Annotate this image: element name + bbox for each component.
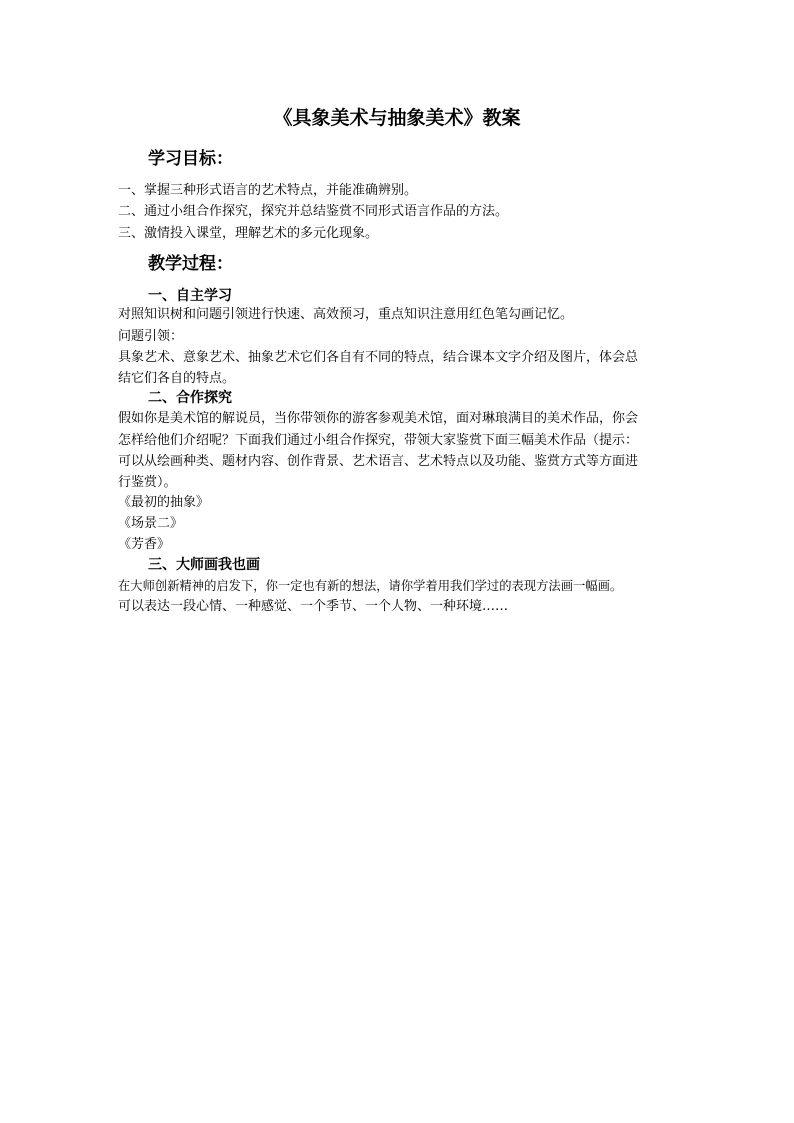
work-title-2: 《场景二》 — [118, 516, 184, 531]
section1-heading: 一、自主学习 — [148, 288, 232, 304]
work-title-3: 《芳香》 — [118, 537, 171, 552]
objective-item-3: 三、激情投入课堂，理解艺术的多元化现象。 — [118, 226, 379, 241]
document-title: 《具象美术与抽象美术》教案 — [273, 107, 521, 129]
section2-heading: 二、合作探究 — [148, 390, 232, 406]
section2-line-3: 可以从绘画种类、题材内容、创作背景、艺术语言、艺术特点以及功能、鉴赏方式等方面进 — [118, 454, 639, 469]
section1-line-4: 结它们各自的特点。 — [118, 371, 236, 386]
objective-item-2: 二、通过小组合作探究，探究并总结鉴赏不同形式语言作品的方法。 — [118, 204, 509, 219]
section3-heading: 三、大师画我也画 — [148, 557, 260, 573]
section1-line-2: 问题引领： — [118, 329, 184, 344]
process-heading: 教学过程： — [148, 254, 233, 274]
section3-line-2: 可以表达一段心情、一种感觉、一个季节、一个人物、一种环境…… — [118, 599, 509, 614]
section3-line-1: 在大师创新精神的启发下，你一定也有新的想法，请你学着用我们学过的表现方法画一幅画。 — [118, 579, 623, 593]
work-title-1: 《最初的抽象》 — [118, 495, 210, 510]
section2-line-4: 行鉴赏）。 — [118, 475, 177, 490]
section2-line-1: 假如你是美术馆的解说员，当你带领你的游客参观美术馆，面对琳琅满目的美术作品，你会 — [118, 411, 639, 426]
section1-line-3: 具象艺术、意象艺术、抽象艺术它们各自有不同的特点，结合课本文字介绍及图片，体会总 — [118, 350, 639, 365]
objective-item-1: 一、掌握三种形式语言的艺术特点，并能准确辨别。 — [118, 183, 418, 198]
objectives-heading: 学习目标： — [148, 149, 233, 169]
section1-line-1: 对照知识树和问题引领进行快速、高效预习，重点知识注意用红色笔勾画记忆。 — [118, 307, 574, 322]
section2-line-2: 怎样给他们介绍呢？下面我们通过小组合作探究，带领大家鉴赏下面三幅美术作品（提示： — [118, 433, 639, 448]
